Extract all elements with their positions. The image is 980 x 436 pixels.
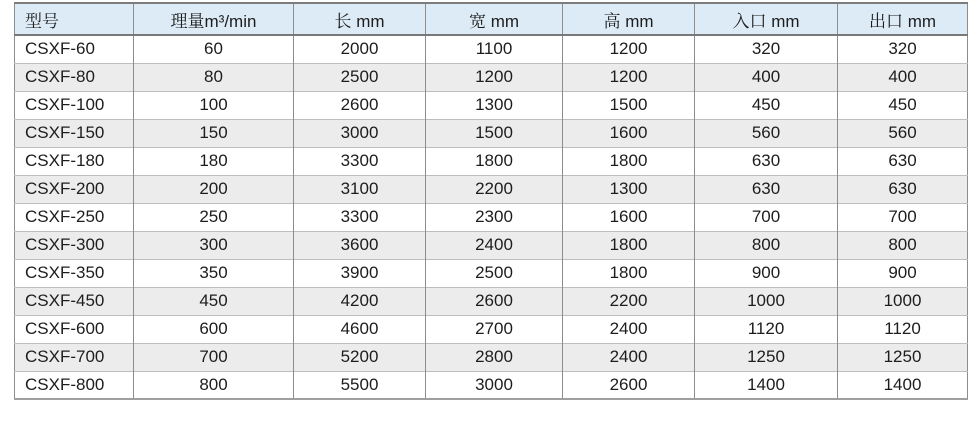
value-cell: 3300 bbox=[294, 147, 426, 175]
value-cell: 1600 bbox=[563, 203, 695, 231]
value-cell: 630 bbox=[695, 147, 838, 175]
value-cell: 3300 bbox=[294, 203, 426, 231]
value-cell: 1250 bbox=[695, 343, 838, 371]
value-cell: 2200 bbox=[426, 175, 563, 203]
table-body bbox=[15, 35, 968, 399]
model-cell: CSXF-450 bbox=[15, 287, 134, 315]
value-cell: 1200 bbox=[563, 63, 695, 91]
value-cell: 700 bbox=[838, 203, 968, 231]
header-row bbox=[15, 3, 968, 35]
fan-model-spec-table bbox=[14, 2, 968, 400]
model-cell: CSXF-350 bbox=[15, 259, 134, 287]
table-row bbox=[15, 147, 968, 175]
model-cell: CSXF-800 bbox=[15, 371, 134, 399]
model-cell: CSXF-600 bbox=[15, 315, 134, 343]
value-cell: 1800 bbox=[563, 259, 695, 287]
value-cell: 1100 bbox=[426, 35, 563, 63]
value-cell: 560 bbox=[695, 119, 838, 147]
value-cell: 2800 bbox=[426, 343, 563, 371]
value-cell: 800 bbox=[838, 231, 968, 259]
table-row bbox=[15, 287, 968, 315]
col-header-width: 宽 mm bbox=[426, 3, 563, 35]
value-cell: 320 bbox=[695, 35, 838, 63]
value-cell: 2500 bbox=[294, 63, 426, 91]
value-cell: 60 bbox=[134, 35, 294, 63]
value-cell: 4200 bbox=[294, 287, 426, 315]
table-row bbox=[15, 371, 968, 399]
model-cell: CSXF-180 bbox=[15, 147, 134, 175]
value-cell: 2200 bbox=[563, 287, 695, 315]
value-cell: 1250 bbox=[838, 343, 968, 371]
value-cell: 900 bbox=[695, 259, 838, 287]
table-row bbox=[15, 35, 968, 63]
value-cell: 2500 bbox=[426, 259, 563, 287]
value-cell: 1200 bbox=[563, 35, 695, 63]
value-cell: 450 bbox=[695, 91, 838, 119]
model-cell: CSXF-300 bbox=[15, 231, 134, 259]
model-cell: CSXF-700 bbox=[15, 343, 134, 371]
value-cell: 1300 bbox=[426, 91, 563, 119]
value-cell: 1300 bbox=[563, 175, 695, 203]
col-header-outlet: 出口 mm bbox=[838, 3, 968, 35]
value-cell: 80 bbox=[134, 63, 294, 91]
value-cell: 350 bbox=[134, 259, 294, 287]
value-cell: 3000 bbox=[426, 371, 563, 399]
model-cell: CSXF-200 bbox=[15, 175, 134, 203]
value-cell: 630 bbox=[695, 175, 838, 203]
value-cell: 2300 bbox=[426, 203, 563, 231]
value-cell: 450 bbox=[838, 91, 968, 119]
value-cell: 1200 bbox=[426, 63, 563, 91]
value-cell: 320 bbox=[838, 35, 968, 63]
value-cell: 3600 bbox=[294, 231, 426, 259]
value-cell: 1800 bbox=[563, 147, 695, 175]
value-cell: 1000 bbox=[838, 287, 968, 315]
value-cell: 450 bbox=[134, 287, 294, 315]
table-row bbox=[15, 203, 968, 231]
col-header-height: 高 mm bbox=[563, 3, 695, 35]
value-cell: 600 bbox=[134, 315, 294, 343]
value-cell: 400 bbox=[695, 63, 838, 91]
model-cell: CSXF-250 bbox=[15, 203, 134, 231]
table-row bbox=[15, 259, 968, 287]
value-cell: 1400 bbox=[695, 371, 838, 399]
value-cell: 700 bbox=[695, 203, 838, 231]
model-cell: CSXF-150 bbox=[15, 119, 134, 147]
value-cell: 5200 bbox=[294, 343, 426, 371]
value-cell: 560 bbox=[838, 119, 968, 147]
value-cell: 2400 bbox=[563, 315, 695, 343]
value-cell: 1120 bbox=[838, 315, 968, 343]
table-header bbox=[15, 3, 968, 35]
value-cell: 1400 bbox=[838, 371, 968, 399]
table-row bbox=[15, 231, 968, 259]
value-cell: 4600 bbox=[294, 315, 426, 343]
value-cell: 3000 bbox=[294, 119, 426, 147]
value-cell: 2400 bbox=[426, 231, 563, 259]
value-cell: 200 bbox=[134, 175, 294, 203]
table-row bbox=[15, 175, 968, 203]
value-cell: 150 bbox=[134, 119, 294, 147]
model-cell: CSXF-80 bbox=[15, 63, 134, 91]
table-row bbox=[15, 91, 968, 119]
value-cell: 1800 bbox=[426, 147, 563, 175]
value-cell: 180 bbox=[134, 147, 294, 175]
value-cell: 800 bbox=[134, 371, 294, 399]
value-cell: 2400 bbox=[563, 343, 695, 371]
value-cell: 2700 bbox=[426, 315, 563, 343]
value-cell: 700 bbox=[134, 343, 294, 371]
model-cell: CSXF-100 bbox=[15, 91, 134, 119]
value-cell: 2600 bbox=[294, 91, 426, 119]
col-header-length: 长 mm bbox=[294, 3, 426, 35]
value-cell: 250 bbox=[134, 203, 294, 231]
value-cell: 3900 bbox=[294, 259, 426, 287]
table-row bbox=[15, 119, 968, 147]
value-cell: 1500 bbox=[426, 119, 563, 147]
value-cell: 2600 bbox=[426, 287, 563, 315]
value-cell: 630 bbox=[838, 147, 968, 175]
value-cell: 1120 bbox=[695, 315, 838, 343]
col-header-inlet: 入口 mm bbox=[695, 3, 838, 35]
value-cell: 900 bbox=[838, 259, 968, 287]
value-cell: 630 bbox=[838, 175, 968, 203]
value-cell: 1800 bbox=[563, 231, 695, 259]
table-row bbox=[15, 315, 968, 343]
value-cell: 2000 bbox=[294, 35, 426, 63]
value-cell: 800 bbox=[695, 231, 838, 259]
value-cell: 300 bbox=[134, 231, 294, 259]
value-cell: 400 bbox=[838, 63, 968, 91]
value-cell: 2600 bbox=[563, 371, 695, 399]
value-cell: 1600 bbox=[563, 119, 695, 147]
col-header-model: 型号 bbox=[15, 3, 134, 35]
value-cell: 1500 bbox=[563, 91, 695, 119]
table-row bbox=[15, 63, 968, 91]
value-cell: 3100 bbox=[294, 175, 426, 203]
value-cell: 5500 bbox=[294, 371, 426, 399]
model-cell: CSXF-60 bbox=[15, 35, 134, 63]
value-cell: 100 bbox=[134, 91, 294, 119]
table-row bbox=[15, 343, 968, 371]
col-header-capacity: 理量m³/min bbox=[134, 3, 294, 35]
value-cell: 1000 bbox=[695, 287, 838, 315]
